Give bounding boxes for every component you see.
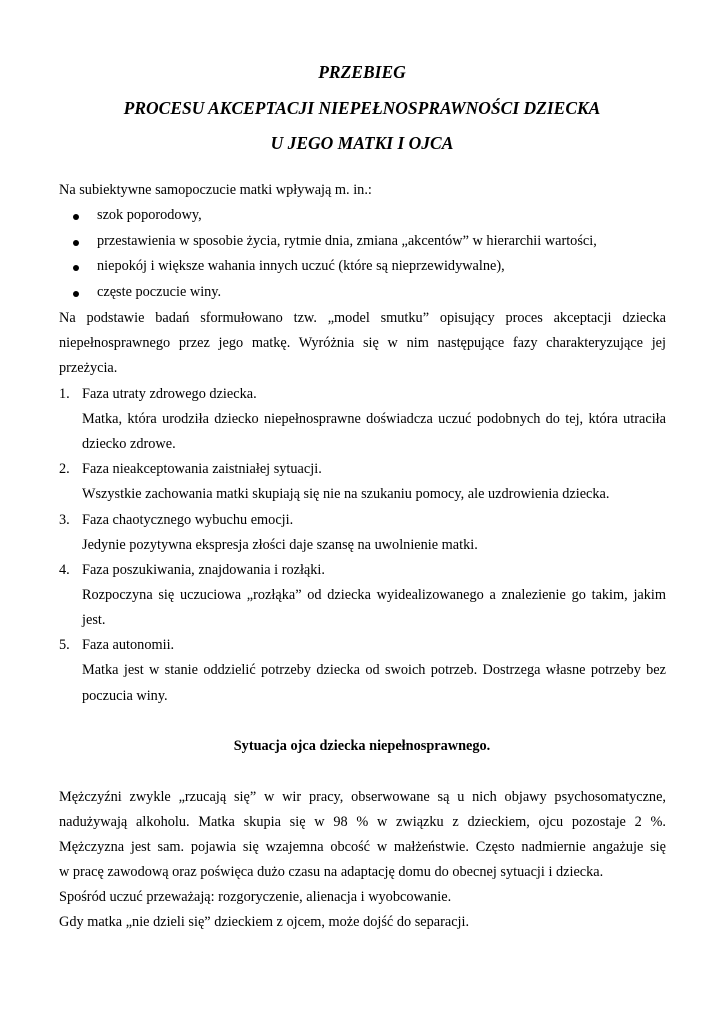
- section-heading: Sytuacja ojca dziecka niepełnosprawnego.: [233, 738, 491, 754]
- phase-description: jest.: [82, 612, 106, 628]
- bullet-dot-icon: [73, 265, 79, 271]
- model-paragraph-line: niepełnosprawnego przez jego matkę. Wyróżnia się w nim następujące fazy charakteryzujące jej: [59, 335, 666, 351]
- phase-description: Rozpoczyna się uczuciowa „rozłąka” od dziecka wyidealizowanego a znalezienie go takim, jakim: [82, 587, 666, 603]
- father-paragraph-line: w pracę zawodową oraz poświęca dużo czasu na adaptację domu do obecnej sytuacji i dziecka.: [59, 864, 604, 880]
- feelings-text: Spośród uczuć przeważają: rozgoryczenie, alienacja i wyobcowanie.: [59, 889, 452, 905]
- father-paragraph-line: nadużywają alkoholu. Matka skupia się w 98 % w związku z dzieckiem, ojcu pozostaje 2 %.: [59, 814, 666, 830]
- bullet-dot-icon: [73, 240, 79, 246]
- bullet-item: niepokój i większe wahania innych uczuć (które są nieprzewidywalne),: [97, 258, 505, 274]
- phase-number: 1.: [59, 386, 70, 402]
- phase-number: 3.: [59, 512, 70, 528]
- bullet-dot-icon: [73, 291, 79, 297]
- phase-name: Faza poszukiwania, znajdowania i rozłąki.: [82, 562, 325, 578]
- phase-number: 4.: [59, 562, 70, 578]
- phase-name: Faza nieakceptowania zaistniałej sytuacji.: [82, 461, 322, 477]
- title-line-2: PROCESU AKCEPTACJI NIEPEŁNOSPRAWNOŚCI DZIECKA: [123, 98, 601, 118]
- model-paragraph-line: przeżycia.: [59, 360, 118, 376]
- phase-description: dziecko zdrowe.: [82, 436, 176, 452]
- title-line-1: PRZEBIEG: [318, 62, 406, 82]
- father-paragraph-line: Mężczyzna jest sam. pojawia się wzajemna obcość w małżeństwie. Często nadmiernie angażuje się: [59, 839, 666, 855]
- intro-text: Na subiektywne samopoczucie matki wpływają m. in.:: [59, 182, 372, 198]
- phase-name: Faza utraty zdrowego dziecka.: [82, 386, 257, 402]
- phase-name: Faza autonomii.: [82, 637, 175, 653]
- phase-description: poczucia winy.: [82, 688, 168, 704]
- father-paragraph-line: Mężczyźni zwykle „rzucają się” w wir pracy, obserwowane są u nich objawy psychosomatyczne,: [59, 789, 666, 805]
- phase-description: Matka, która urodziła dziecko niepełnosprawne doświadcza uczuć podobnych do tej, która utraciła: [82, 411, 666, 427]
- bullet-dot-icon: [73, 214, 79, 220]
- bullet-item: częste poczucie winy.: [97, 284, 222, 300]
- phase-description: Jedynie pozytywna ekspresja złości daje szansę na uwolnienie matki.: [82, 537, 478, 553]
- phase-description: Matka jest w stanie oddzielić potrzeby dziecka od swoich potrzeb. Dostrzega własne potrzeby bez: [82, 662, 666, 678]
- bullet-item: szok poporodowy,: [97, 207, 202, 223]
- phase-number: 5.: [59, 637, 70, 653]
- phase-description: Wszystkie zachowania matki skupiają się nie na szukaniu pomocy, ale uzdrowienia dziecka.: [82, 486, 610, 502]
- title-line-3: U JEGO MATKI I OJCA: [270, 133, 454, 153]
- separation-text: Gdy matka „nie dzieli się” dzieckiem z ojcem, może dojść do separacji.: [59, 914, 470, 930]
- bullet-item: przestawienia w sposobie życia, rytmie dnia, zmiana „akcentów” w hierarchii wartości,: [97, 233, 597, 249]
- phase-name: Faza chaotycznego wybuchu emocji.: [82, 512, 294, 528]
- phase-number: 2.: [59, 461, 70, 477]
- model-paragraph-line: Na podstawie badań sformułowano tzw. „model smutku” opisujący proces akceptacji dziecka: [59, 310, 666, 326]
